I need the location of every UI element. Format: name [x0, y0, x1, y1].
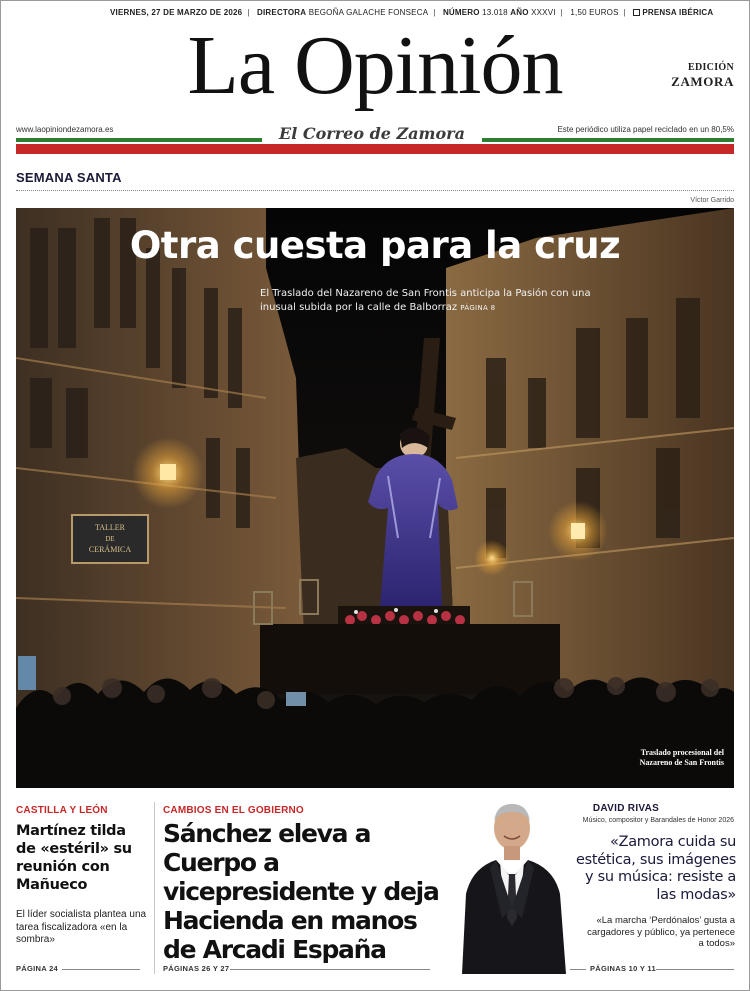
col2-headline[interactable]: Sánchez eleva a Cuerpo a vicepresidente y deja Hacienda en manos de Arcadi España [163, 819, 439, 964]
portrait-illustration [456, 798, 570, 974]
col2-kicker[interactable]: CAMBIOS EN EL GOBIERNO [163, 805, 304, 816]
director-label: DIRECTORA [257, 8, 307, 17]
col3-page-ref[interactable]: PÁGINAS 10 Y 11 [590, 964, 656, 973]
column-divider-1 [154, 802, 155, 974]
col1-page-rule [62, 969, 140, 970]
top-info-bar: VIERNES, 27 DE MARZO DE 2026 | DIRECTORA BEGOÑA GALACHE FONSECA | NÚMERO 13.018 AÑO XXXVI | 1,50 EUROS | PRENSA IBÉRICA [110, 8, 714, 17]
col1-page-ref[interactable]: PÁGINA 24 [16, 964, 59, 973]
year-label: AÑO [510, 8, 529, 17]
recycled-paper-note: Este periódico utiliza papel reciclado en un 80,5% [557, 125, 734, 134]
col3-page-rule-left [570, 969, 586, 970]
section-label[interactable]: SEMANA SANTA [16, 170, 122, 185]
edition-name: ZAMORA [671, 74, 734, 89]
issue-date: VIERNES, 27 DE MARZO DE 2026 [110, 8, 243, 17]
director-name: BEGOÑA GALACHE FONSECA [308, 8, 429, 17]
masthead-subtitle: El Correo de Zamora [262, 124, 482, 144]
hero-deck-text: El Traslado del Nazareno de San Frontis anticipa la Pasión con una inusual subida por la calle de Balborraz [260, 288, 591, 313]
masthead-stripe-red [16, 144, 734, 154]
interview-role: Músico, compositor y Barandales de Honor 2026 [582, 817, 734, 824]
col1-headline[interactable]: Martínez tilda de «estéril» su reunión con Mañueco [16, 823, 132, 893]
interview-name[interactable]: DAVID RIVAS [592, 803, 660, 814]
hero-photo[interactable] [16, 208, 734, 788]
col1-body: El líder socialista plantea una tarea fiscalizadora «en la sombra» [16, 909, 147, 945]
photo-credit: Víctor Garrido [690, 197, 734, 204]
col3-page-rule-right [656, 969, 734, 970]
col1-kicker[interactable]: CASTILLA Y LEÓN [16, 805, 108, 816]
issue-year: XXXVI [531, 8, 556, 17]
shop-sign-line1: TALLER [94, 523, 126, 532]
edition-label: EDICIÓN [688, 62, 734, 73]
hero-headline[interactable]: Otra cuesta para la cruz [129, 224, 621, 267]
hero-page-ref[interactable]: PÁGINA 8 [460, 304, 496, 312]
shop-sign-line3: CERÁMICA [88, 545, 132, 554]
david-rivas-portrait [456, 798, 570, 974]
col2-page-ref[interactable]: PÁGINAS 26 Y 27 [163, 964, 230, 973]
prensa-iberica-logo-icon [633, 9, 640, 16]
interview-subquote: «La marcha ‘Perdónalos’ gusta a cargadores y público, ya pertenece a todos» [587, 915, 735, 949]
col2-page-rule [230, 969, 430, 970]
number-label: NÚMERO [442, 8, 480, 17]
publisher-group: PRENSA IBÉRICA [642, 8, 714, 17]
hero-caption: Traslado procesional del Nazareno de San Frontis [639, 748, 724, 767]
edition-block [671, 62, 734, 89]
issue-number: 13.018 [482, 8, 508, 17]
website-url[interactable]: www.laopiniondezamora.es [16, 125, 114, 134]
shop-sign-line2: DE [105, 535, 115, 543]
interview-quote[interactable]: «Zamora cuida su estética, sus imágenes y su música: resiste a las modas» [575, 834, 736, 903]
price: 1,50 EUROS [570, 8, 619, 17]
hero-deck [260, 287, 600, 315]
section-divider [16, 190, 734, 191]
masthead-title[interactable]: La Opinión [187, 19, 563, 112]
